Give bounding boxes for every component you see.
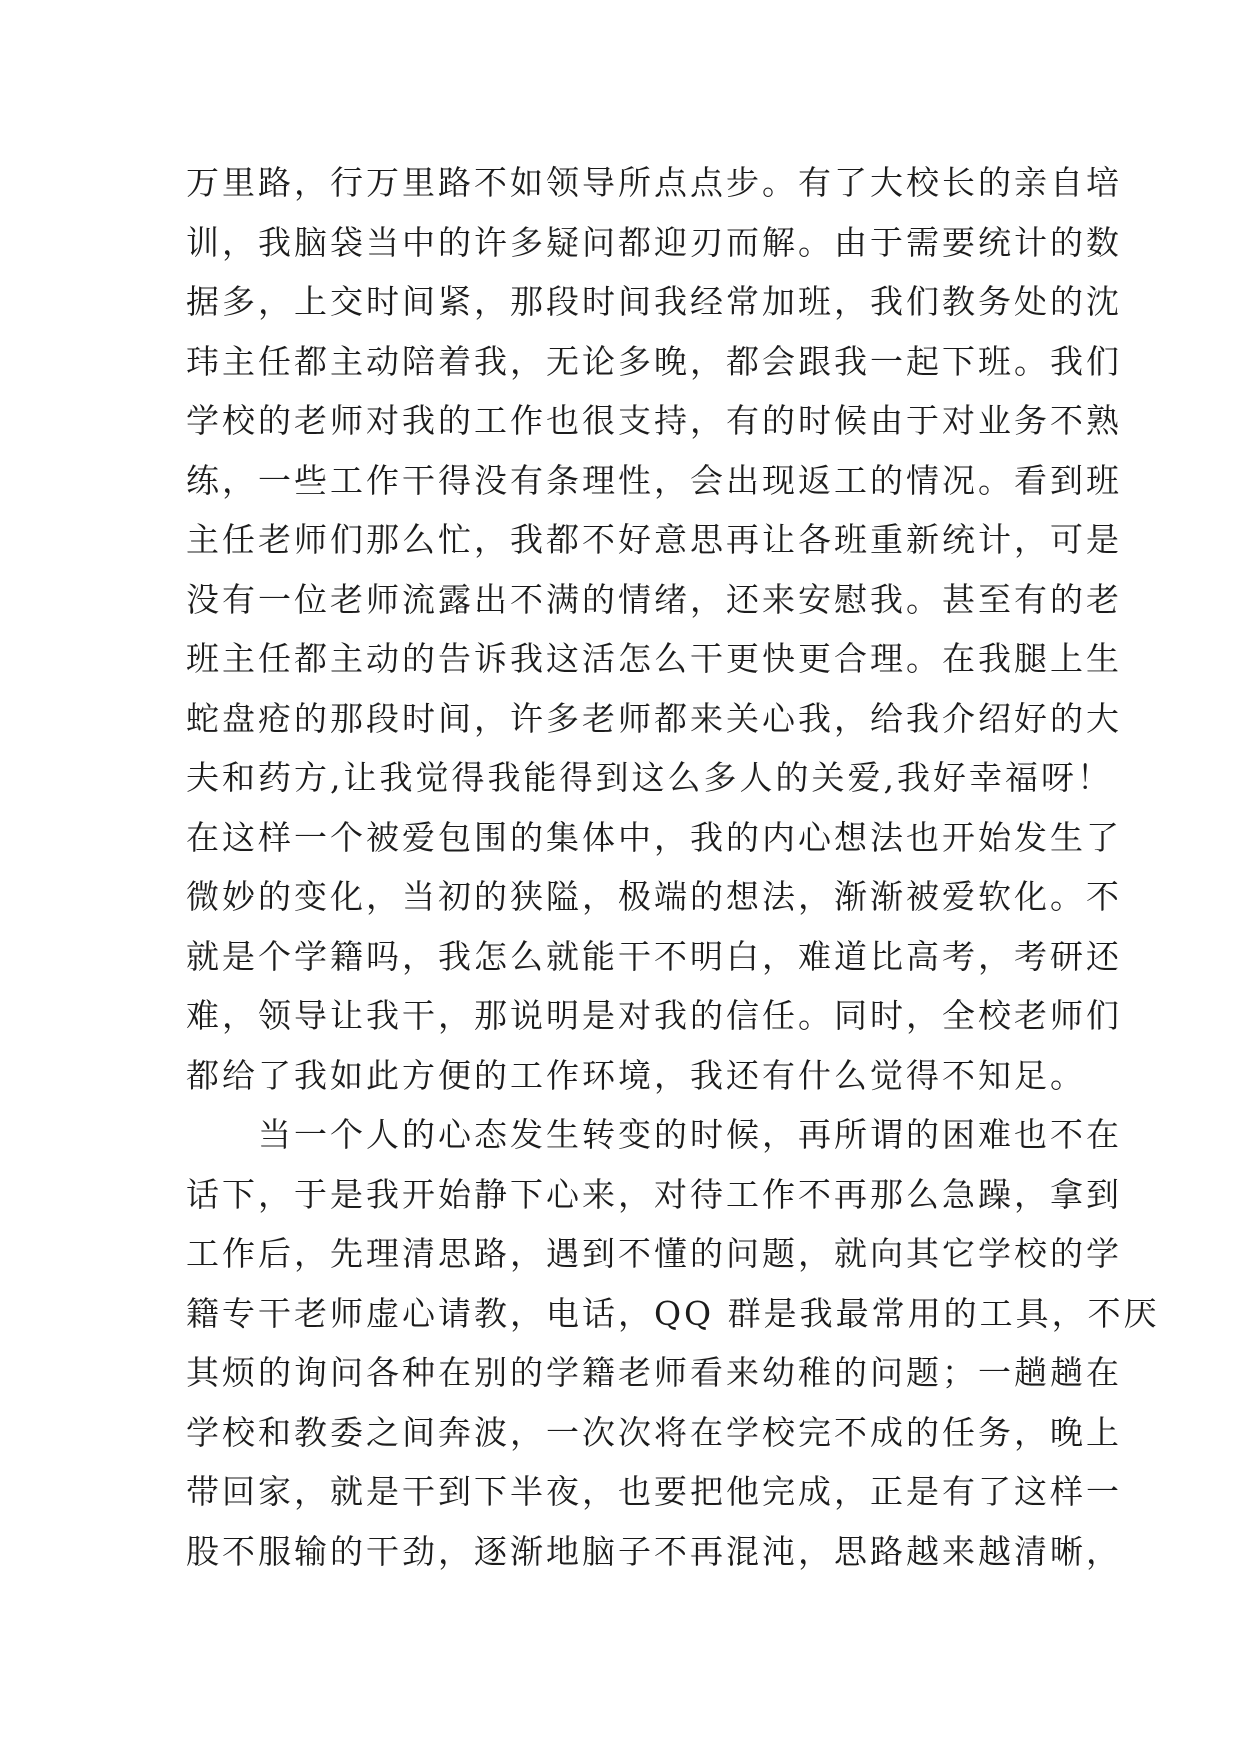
text-line: 玮主任都主动陪着我，无论多晚，都会跟我一起下班。我们 bbox=[186, 341, 1122, 381]
text-line: 蛇盘疮的那段时间，许多老师都来关心我，给我介绍好的大 bbox=[186, 698, 1122, 738]
text-line: 班主任都主动的告诉我这活怎么干更快更合理。在我腿上生 bbox=[186, 639, 1122, 678]
body-text bbox=[186, 163, 1160, 1591]
text-line: 都给了我如此方便的工作环境，我还有什么觉得不知足。 bbox=[186, 1055, 1086, 1095]
text-line: 学校和教委之间奔波，一次次将在学校完不成的任务，晚上 bbox=[186, 1412, 1122, 1452]
text-line: 难，领导让我干，那说明是对我的信任。同时，全校老师们 bbox=[186, 996, 1122, 1035]
text-line: 话下，于是我开始静下心来，对待工作不再那么急躁，拿到 bbox=[186, 1174, 1122, 1214]
text-line: 万里路，行万里路不如领导所点点步。有了大校长的亲自培 bbox=[186, 163, 1122, 202]
text-line: 训，我脑袋当中的许多疑问都迎刃而解。由于需要统计的数 bbox=[186, 222, 1122, 262]
text-line: 股不服输的干劲，逐渐地脑子不再混沌，思路越来越清晰， bbox=[186, 1531, 1122, 1571]
text-line: 学校的老师对我的工作也很支持，有的时候由于对业务不熟 bbox=[186, 401, 1122, 440]
text-line: 主任老师们那么忙，我都不好意思再让各班重新统计，可是 bbox=[186, 520, 1122, 559]
text-line: 夫和药方,让我觉得我能得到这么多人的关爱,我好幸福呀！ bbox=[186, 758, 1113, 797]
text-line: 就是个学籍吗，我怎么就能干不明白，难道比高考，考研还 bbox=[186, 936, 1122, 976]
text-line: 带回家，就是干到下半夜，也要把他完成，正是有了这样一 bbox=[186, 1472, 1122, 1511]
text-line: 籍专干老师虚心请教，电话，QQ 群是我最常用的工具，不厌 bbox=[186, 1293, 1160, 1333]
paragraph-first-line: 当一个人的心态发生转变的时候，再所谓的困难也不在 bbox=[258, 1115, 1122, 1154]
text-line: 微妙的变化，当初的狭隘，极端的想法，渐渐被爱软化。不 bbox=[186, 877, 1122, 916]
text-line: 在这样一个被爱包围的集体中，我的内心想法也开始发生了 bbox=[186, 817, 1122, 857]
text-line: 工作后，先理清思路，遇到不懂的问题，就向其它学校的学 bbox=[186, 1234, 1122, 1273]
text-line: 练，一些工作干得没有条理性，会出现返工的情况。看到班 bbox=[186, 460, 1122, 500]
text-line: 据多，上交时间紧，那段时间我经常加班，我们教务处的沈 bbox=[186, 282, 1122, 321]
text-line: 没有一位老师流露出不满的情绪，还来安慰我。甚至有的老 bbox=[186, 579, 1122, 619]
text-line: 其烦的询问各种在别的学籍老师看来幼稚的问题；一趟趟在 bbox=[186, 1353, 1122, 1392]
